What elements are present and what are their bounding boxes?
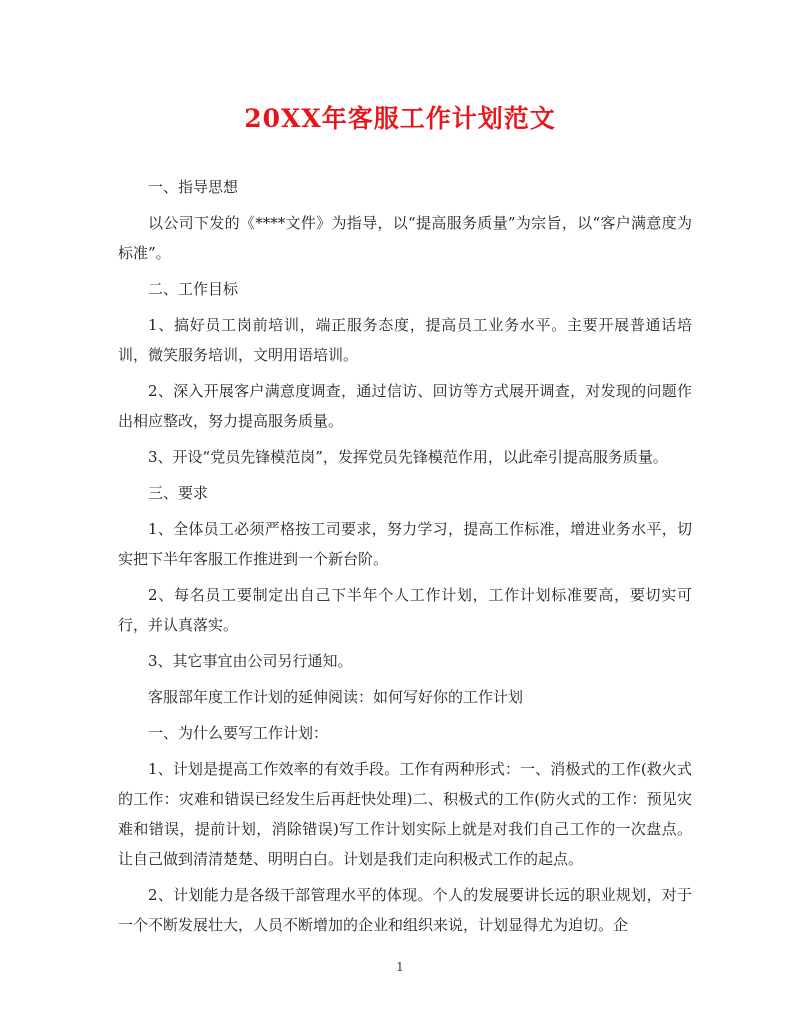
paragraph: 1、搞好员工岗前培训，端正服务态度，提高员工业务水平。主要开展普通话培训，微笑服务培训，文明用语培训。 <box>118 316 692 364</box>
heading-guiding-thought: 一、指导思想 <box>148 178 239 196</box>
paragraph: 1、全体员工必须严格按工司要求，努力学习，提高工作标准，增进业务水平，切实把下半年客服工作推进到一个新台阶。 <box>118 520 692 568</box>
document-title: 20XX年客服工作计划范文 <box>244 104 556 133</box>
paragraph: 2、深入开展客户满意度调查，通过信访、回访等方式展开调查，对发现的问题作出相应整改，努力提高服务质量。 <box>118 382 692 430</box>
document-body <box>118 172 692 940</box>
extended-reading-heading: 客服部年度工作计划的延伸阅读：如何写好你的工作计划 <box>148 688 524 706</box>
paragraph: 3、开设“党员先锋模范岗”，发挥党员先锋模范作用，以此牵引提高服务质量。 <box>148 448 668 466</box>
heading-work-goals: 二、工作目标 <box>148 280 239 298</box>
paragraph: 1、计划是提高工作效率的有效手段。工作有两种形式：一、消极式的工作(救火式的工作：灾难和错误已经发生后再赶快处理)二、积极式的工作(防火式的工作：预见灾难和错误，提前计划，消除错误)写工作计划实际上就是对我们自己工作的一次盘点。让自己做到清清楚楚、明明白白。计划是我们走向积极式工作的起点。 <box>118 760 692 868</box>
heading-requirements: 三、要求 <box>148 484 209 502</box>
paragraph: 2、每名员工要制定出自己下半年个人工作计划，工作计划标准要高，要切实可行，并认真落实。 <box>118 586 692 634</box>
heading-why-plan: 一、为什么要写工作计划： <box>148 724 329 742</box>
paragraph: 以公司下发的《****文件》为指导，以“提高服务质量”为宗旨，以“客户满意度为标准”。 <box>118 214 692 262</box>
paragraph: 3、其它事宜由公司另行通知。 <box>148 652 353 670</box>
paragraph: 2、计划能力是各级干部管理水平的体现。个人的发展要讲长远的职业规划，对于一个不断发展壮大，人员不断增加的企业和组织来说，计划显得尤为迫切。企 <box>118 886 692 934</box>
page-number: 1 <box>396 960 404 974</box>
